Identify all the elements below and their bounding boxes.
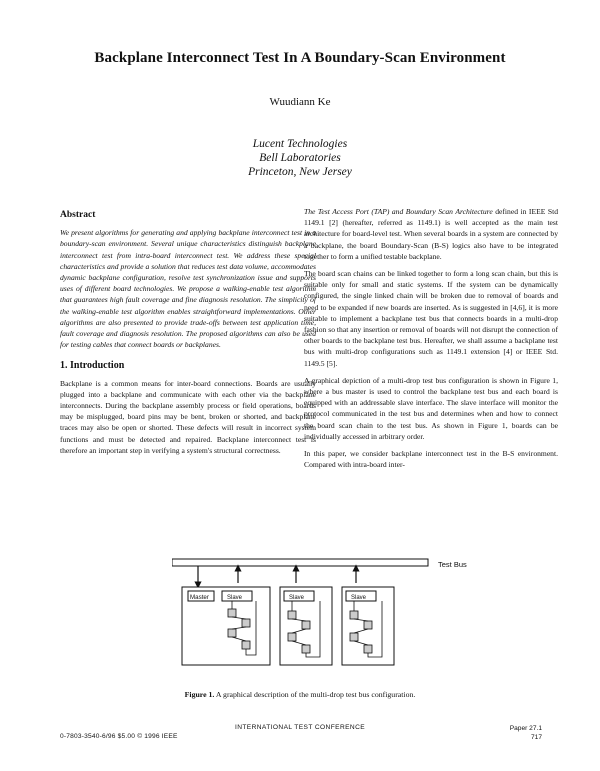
author-name: Wuudiann Ke bbox=[269, 96, 331, 108]
test-bus-label: Test Bus bbox=[438, 560, 467, 569]
paper-number: Paper 27.1 bbox=[509, 725, 542, 732]
conference-footer: INTERNATIONAL TEST CONFERENCE bbox=[234, 724, 366, 731]
abstract-heading: Abstract bbox=[60, 210, 96, 220]
page-number: 717 bbox=[530, 734, 542, 741]
body-paragraph: In this paper, we consider backplane interconnect test in the B-S environment. Compared with intra-board inter- bbox=[304, 449, 558, 470]
slave-label: Slave bbox=[351, 595, 367, 601]
caption-text: A graphical description of the multi-drop test bus configuration. bbox=[214, 690, 416, 699]
body-paragraph: The board scan chains can be linked together to form a long scan chain, but this is suitable only for small and static systems. If the system can be dynamically configured, the single linked chain will be broken due to removal of boards and need to be expanded if new boards are inserted. As is suggested in [4,6], it is more suitable to implement a backplane test bus that connects boards in a multi-drop fashion so that any insertion or removal of boards will not disrupt the connection of other boards to the backplane test bus. Hereafter, we shall assume a backplane test bus with multi-drop configurations such as 1149.1 extension [4] or IEEE Std. 1149.5 [5]. bbox=[304, 269, 558, 368]
slave-label: Slave bbox=[289, 595, 305, 601]
page-number-block bbox=[510, 724, 542, 742]
italic-phrase: The Test Access Port (TAP) and Boundary Scan Architecture bbox=[304, 207, 493, 216]
affiliation-block bbox=[0, 137, 600, 179]
right-column bbox=[304, 206, 558, 476]
left-column bbox=[60, 206, 316, 462]
caption-label: Figure 1. bbox=[184, 690, 215, 699]
abstract-text: We present algorithms for generating and applying backplane interconnect test in a boundary-scan environment. Several unique characteristics distinguish backplane interconnect test from intra-board interconnect test. We address these special characteristics and provide a solution that reduces test data volume, accommodates dynamic backplane configuration, resolve test synchronization issue and supports uses of different board technologies. We propose a walking-enable test algorithm that guarantees high fault coverage and fine diagnosis resolution. The simplicity of the walking-enable test algorithm enables straightforward implementations. Other algorithms are also presented to provide trade-offs between test application time, fault coverage and diagnosis resolution. The proposed algorithms can also be used for testing cables that connect boards or backplanes. bbox=[60, 228, 316, 350]
figure-1-diagram bbox=[172, 557, 512, 675]
body-paragraph: Backplane is a common means for inter-board connections. Boards are usually plugged into a backplane and communicate with each other via the backplane interconnects. During the backplane assembly process or field operations, boards may be misplugged, board pins may be bent, broken or shorted, and backplane traces may also be open or shorted. These defects will result in incorrect system functions and must be detected and repaired. Backplane interconnect test is therefore an important step in verifying a system's structural correctness. bbox=[60, 378, 316, 455]
copyright-footer: 0-7803-3540-6/96 $5.00 © 1996 IEEE bbox=[60, 733, 178, 740]
affiliation-line: Princeton, New Jersey bbox=[248, 166, 352, 178]
body-paragraph: A graphical depiction of a multi-drop test bus configuration is shown in Figure 1, where a bus master is used to control the backplane test bus and each board is equipped with an addressable slave interface. The slave interface will monitor the protocol communicated in the test bus and determines when and how to connect the board scan chain to the test bus. As shown in Figure 1, boards can be individually accessed in arbitrary order. bbox=[304, 375, 558, 441]
section-heading: 1. Introduction bbox=[60, 360, 125, 372]
body-paragraph bbox=[304, 206, 558, 262]
paper-title: Backplane Interconnect Test In A Boundary-Scan Environment bbox=[94, 50, 506, 66]
slave-label: Slave bbox=[227, 595, 243, 601]
test-bus-line bbox=[172, 559, 428, 566]
affiliation-line: Bell Laboratories bbox=[259, 152, 341, 164]
master-label: Master bbox=[190, 594, 209, 601]
affiliation-line: Lucent Technologies bbox=[252, 138, 348, 150]
figure-caption bbox=[0, 690, 600, 699]
paragraph-text: defined in IEEE Std 1149.1 [2] (hereafter, referred as 1149.1) is well accepted as the main test architecture for board-level test. When several boards in a system are connected by a backplane, the board Boundary-Scan (B-S) logics also have to be integrated together to form a unified testable backplane. bbox=[304, 207, 558, 261]
